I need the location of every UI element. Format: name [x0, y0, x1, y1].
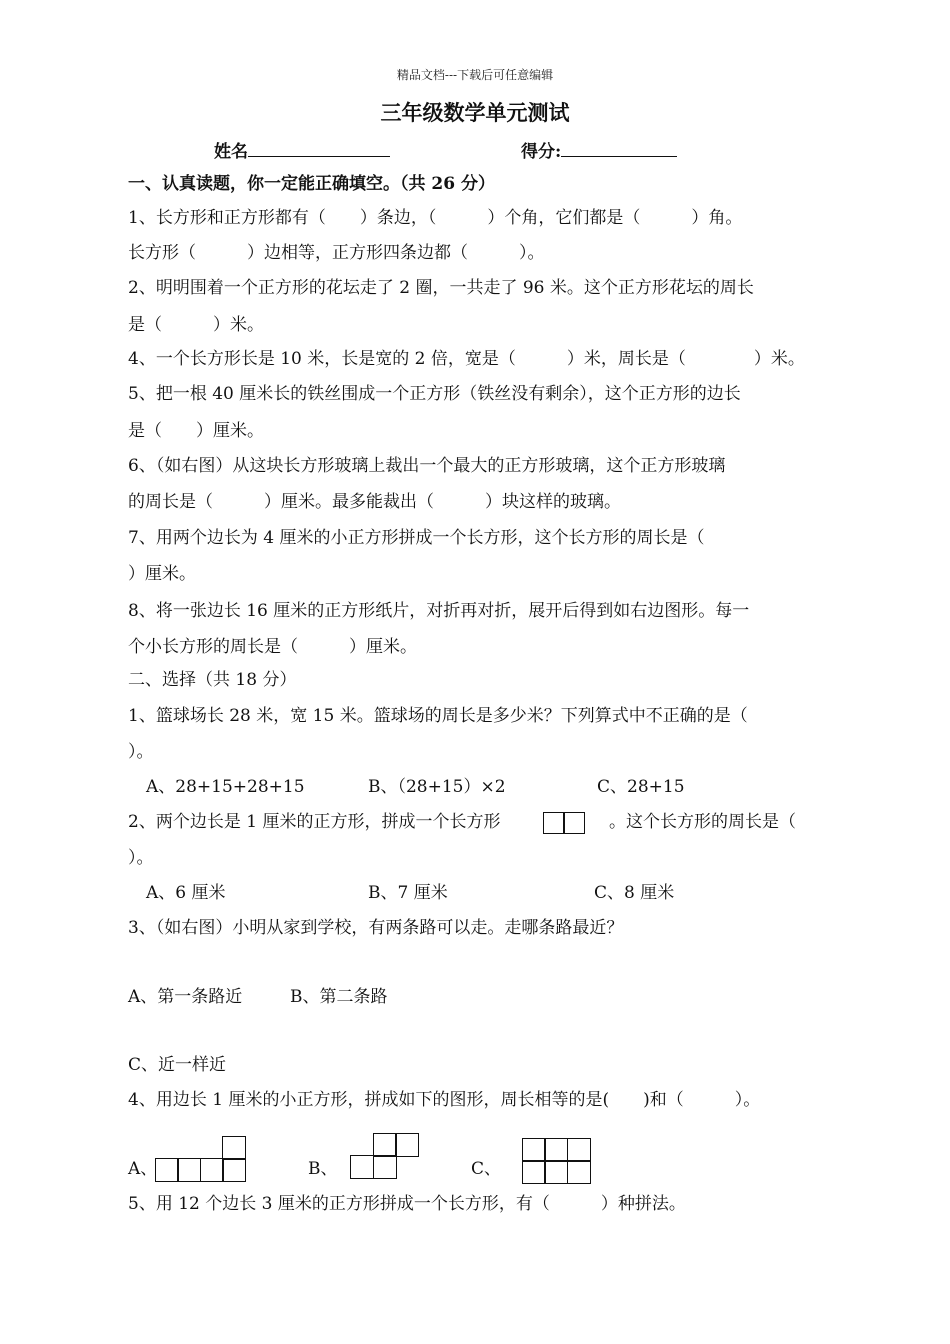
q4-label-a[interactable]: A、	[128, 1159, 158, 1179]
score-blank[interactable]	[561, 138, 677, 157]
figure-square	[177, 1158, 201, 1182]
figure-square	[350, 1155, 374, 1179]
q1-cont: ）。	[128, 742, 154, 762]
q3-option-b[interactable]: B、第二条路	[290, 987, 388, 1007]
figure-square	[544, 1138, 568, 1162]
figure-square	[373, 1155, 397, 1179]
figure-square	[222, 1136, 246, 1160]
s1-line-2: 长方形（ ）边相等，正方形四条边都（ ）。	[128, 243, 545, 263]
score-label: 得分:	[521, 142, 562, 162]
q1-text: 1、篮球场长 28 米，宽 15 米。篮球场的周长是多少米？下列算式中不正确的是（	[128, 706, 748, 726]
name-blank[interactable]	[248, 138, 390, 157]
q3-option-a[interactable]: A、第一条路近	[128, 987, 243, 1007]
q2-text-part1: 2、两个边长是 1 厘米的正方形，拼成一个长方形	[128, 812, 501, 832]
q5-text: 5、用 12 个边长 3 厘米的正方形拼成一个长方形，有（ ）种拼法。	[128, 1194, 686, 1214]
figure-square	[373, 1133, 397, 1157]
q1-option-b[interactable]: B、（28+15）×2	[368, 777, 506, 797]
s1-line-9: 的周长是（ ）厘米。最多能裁出（ ）块这样的玻璃。	[128, 492, 621, 512]
q3-option-c[interactable]: C、近一样近	[128, 1055, 227, 1075]
q2-option-b[interactable]: B、7 厘米	[368, 883, 448, 903]
q3-text: 3、（如右图）小明从家到学校，有两条路可以走。走哪条路最近？	[128, 918, 624, 938]
figure-square	[563, 812, 585, 834]
score-row	[521, 138, 677, 163]
s1-line-13: 个小长方形的周长是（ ）厘米。	[128, 637, 417, 657]
s1-line-7: 是（ ）厘米。	[128, 421, 264, 441]
s1-line-10: 7、用两个边长为 4 厘米的小正方形拼成一个长方形，这个长方形的周长是（	[128, 528, 705, 548]
figure-square	[544, 1160, 568, 1184]
name-row	[214, 138, 390, 163]
q1-option-a[interactable]: A、28+15+28+15	[146, 777, 305, 797]
s1-line-5: 4、一个长方形长是 10 米，长是宽的 2 倍，宽是（ ）米，周长是（ ）米。	[128, 349, 805, 369]
figure-square	[200, 1158, 224, 1182]
s1-line-8: 6、（如右图）从这块长方形玻璃上裁出一个最大的正方形玻璃，这个正方形玻璃	[128, 456, 726, 476]
figure-square	[567, 1138, 591, 1162]
page-title: 三年级数学单元测试	[380, 100, 570, 125]
s1-line-4: 是（ ）米。	[128, 315, 264, 335]
q2-text-part2: 。这个长方形的周长是（	[609, 812, 796, 832]
figure-square	[522, 1138, 546, 1162]
figure-square	[543, 812, 565, 834]
q4-label-c[interactable]: C、	[471, 1159, 502, 1179]
s1-line-1: 1、长方形和正方形都有（ ）条边，（ ）个角，它们都是（ ）角。	[128, 208, 743, 228]
q2-cont: ）。	[128, 848, 154, 868]
figure-square	[155, 1158, 179, 1182]
q2-option-c[interactable]: C、8 厘米	[594, 883, 675, 903]
figure-square	[522, 1160, 546, 1184]
section1-heading: 一、认真读题，你一定能正确填空。（共 26 分）	[128, 174, 495, 194]
figure-square	[395, 1133, 419, 1157]
s1-line-11: ）厘米。	[128, 564, 196, 584]
figure-square	[222, 1158, 246, 1182]
q2-option-a[interactable]: A、6 厘米	[146, 883, 226, 903]
figure-square	[567, 1160, 591, 1184]
header-note: 精品文档---下载后可任意编辑	[396, 68, 554, 82]
q4-text: 4、用边长 1 厘米的小正方形，拼成如下的图形，周长相等的是( )和（ ）。	[128, 1090, 761, 1110]
s1-line-6: 5、把一根 40 厘米长的铁丝围成一个正方形（铁丝没有剩余），这个正方形的边长	[128, 384, 741, 404]
s1-line-12: 8、将一张边长 16 厘米的正方形纸片，对折再对折，展开后得到如右边图形。每一	[128, 601, 750, 621]
s1-line-3: 2、明明围着一个正方形的花坛走了 2 圈，一共走了 96 米。这个正方形花坛的周长	[128, 278, 754, 298]
q1-option-c[interactable]: C、28+15	[597, 777, 685, 797]
section2-heading: 二、选择（共 18 分）	[128, 670, 297, 690]
name-label: 姓名	[214, 142, 248, 162]
q4-label-b[interactable]: B、	[308, 1159, 338, 1179]
